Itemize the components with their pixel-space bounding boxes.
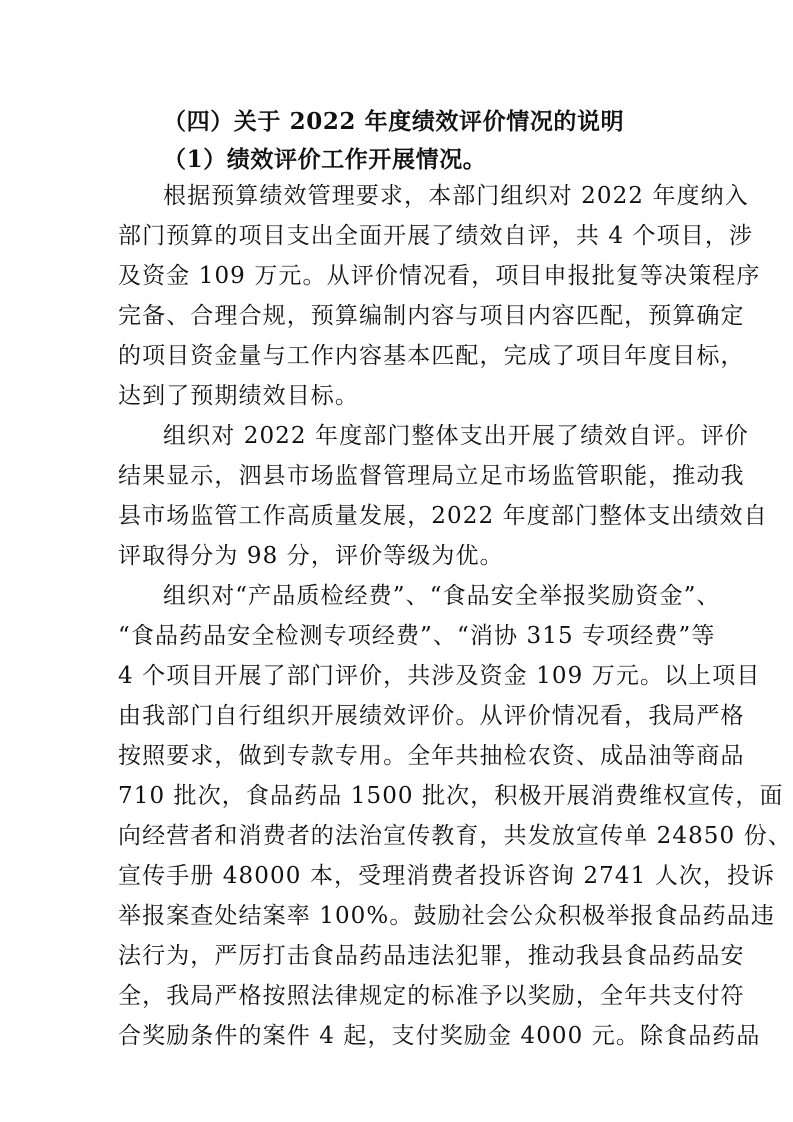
paragraph-line: 及资金 109 万元。从评价情况看，项目申报批复等决策程序 (118, 263, 761, 289)
subsection-heading: （1）绩效评价工作开展情况。 (163, 146, 487, 173)
paragraph-line: 法行为，严厉打击食品药品违法犯罪，推动我县食品药品安 (118, 943, 745, 969)
paragraph-line: “食品药品安全检测专项经费”、“消协 315 专项经费”等 (118, 623, 716, 649)
paragraph-line: 的项目资金量与工作内容基本匹配，完成了项目年度目标， (118, 343, 745, 369)
paragraph-line: 向经营者和消费者的法治宣传教育，共发放宣传单 24850 份、 (118, 823, 792, 849)
paragraph-line: 根据预算绩效管理要求，本部门组织对 2022 年度纳入 (163, 183, 749, 209)
paragraph-line: 合奖励条件的案件 4 起，支付奖励金 4000 元。除食品药品 (118, 1023, 761, 1049)
paragraph-line: 组织对 2022 年度部门整体支出开展了绩效自评。评价 (163, 423, 749, 449)
paragraph-line: 按照要求，做到专款专用。全年共抽检农资、成品油等商品 (118, 743, 745, 769)
paragraph-line: 完备、合理合规，预算编制内容与项目内容匹配，预算确定 (118, 303, 745, 329)
paragraph-line: 结果显示，泗县市场监督管理局立足市场监管职能，推动我 (118, 463, 745, 489)
paragraph-line: 全，我局严格按照法律规定的标准予以奖励，全年共支付符 (118, 983, 745, 1009)
paragraph-line: 部门预算的项目支出全面开展了绩效自评，共 4 个项目，涉 (118, 223, 754, 249)
paragraph-line: 宣传手册 48000 本，受理消费者投诉咨询 2741 人次，投诉 (118, 863, 776, 889)
section-heading: （四）关于 2022 年度绩效评价情况的说明 (163, 108, 625, 135)
paragraph-line: 举报案查处结案率 100%。鼓励社会公众积极举报食品药品违 (118, 903, 775, 929)
paragraph-line: 由我部门自行组织开展绩效评价。从评价情况看，我局严格 (118, 703, 745, 729)
paragraph-line: 达到了预期绩效目标。 (118, 383, 359, 409)
paragraph-line: 评取得分为 98 分，评价等级为优。 (118, 543, 504, 569)
paragraph-line: 组织对“产品质检经费”、“食品安全举报奖励资金”、 (163, 583, 721, 609)
paragraph-line: 710 批次，食品药品 1500 批次，积极开展消费维权宣传，面 (118, 783, 784, 809)
paragraph-line: 4 个项目开展了部门评价，共涉及资金 109 万元。以上项目 (118, 663, 761, 689)
paragraph-line: 县市场监管工作高质量发展，2022 年度部门整体支出绩效自 (118, 503, 768, 529)
